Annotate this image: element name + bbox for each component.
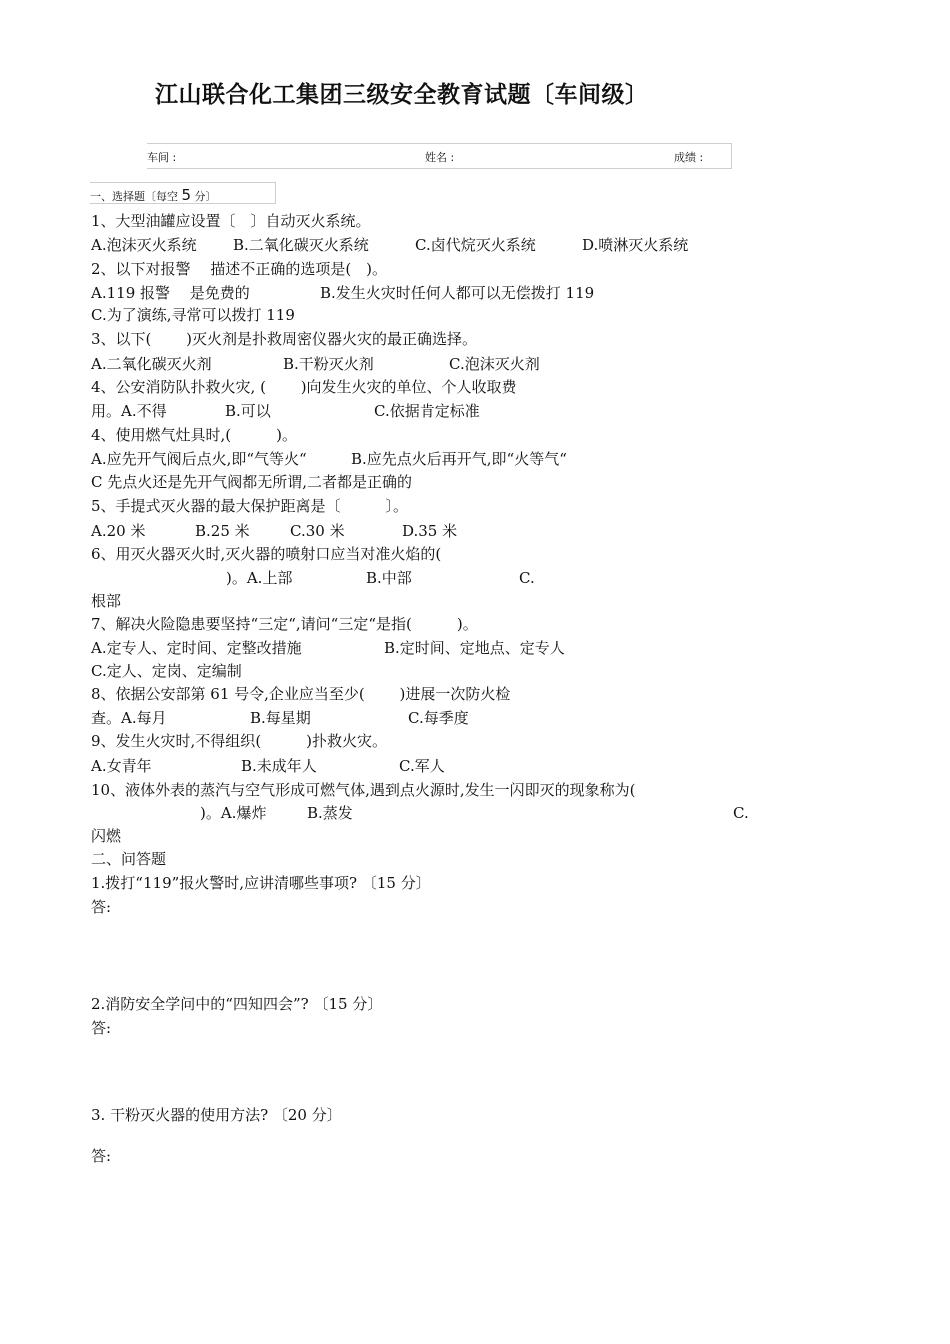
name-label: 姓名 : (425, 151, 455, 164)
q1-option-a: A.泡沫灭火系统 (91, 236, 197, 254)
q1-option-d: D.喷淋灭火系统 (582, 236, 689, 254)
q3-option-b: B.干粉灭火剂 (283, 355, 374, 373)
q10-option-a: )。A.爆炸 (200, 804, 267, 822)
q8-option-b: B.每星期 (250, 709, 311, 727)
q7-text: 7、解决火险隐患要坚持“三定“,请问“三定“是指( )。 (91, 615, 478, 633)
q4b-option-b: B.应先点火后再开气,即“火等气“ (351, 450, 567, 468)
q9-option-b: B.未成年人 (241, 757, 317, 775)
qa1-answer-label: 答: (91, 898, 112, 916)
q10-option-b: B.蒸发 (307, 804, 353, 822)
workshop-label: 车间 : (147, 151, 177, 164)
q9-option-c: C.军人 (399, 757, 445, 775)
q3-option-a: A.二氧化碳灭火剂 (91, 355, 212, 373)
q10-option-c-tail: 闪燃 (91, 827, 122, 845)
q10-option-c: C. (733, 804, 749, 822)
q8-option-c: C.每季度 (408, 709, 469, 727)
q7-option-c: C.定人、定岗、定编制 (91, 662, 242, 680)
section-1-prefix: 一、选择题〔每空 (90, 190, 178, 203)
q4a-option-b: B.可以 (225, 402, 271, 420)
q5-option-a: A.20 米 (91, 522, 146, 540)
q5-option-c: C.30 米 (290, 522, 345, 540)
info-header (147, 143, 732, 169)
q3-text: 3、以下( )灭火剂是扑救周密仪器火灾的最正确选择。 (91, 330, 478, 348)
q6-option-b: B.中部 (366, 569, 412, 587)
page-title: 江山联合化工集团三级安全教育试题〔车间级〕 (155, 82, 649, 108)
q7-option-a: A.定专人、定时间、定整改措施 (91, 639, 302, 657)
q9-text: 9、发生火灾时,不得组织( )扑救火灾。 (91, 732, 388, 750)
qa3-text: 3. 干粉灭火器的使用方法? 〔20 分〕 (91, 1106, 342, 1124)
q2-option-c: C.为了演练,寻常可以拨打 119 (91, 306, 295, 324)
q4a-text: 4、公安消防队扑救火灾, ( )向发生火灾的单位、个人收取费 (91, 378, 517, 396)
section-1-suffix: 分〕 (194, 190, 217, 203)
q4b-text: 4、使用燃气灶具时,( )。 (91, 426, 298, 444)
section-1-points: 5 (181, 186, 192, 204)
q5-option-d: D.35 米 (402, 522, 458, 540)
q4a-option-a: 用。A.不得 (91, 402, 167, 420)
q8-text: 8、依据公安部第 61 号令,企业应当至少( )进展一次防火检 (91, 685, 511, 703)
qa2-text: 2.消防安全学问中的“四知四会”? 〔15 分〕 (91, 995, 383, 1013)
q5-text: 5、手提式灭火器的最大保护距离是〔 〕。 (91, 497, 409, 515)
qa3-answer-label: 答: (91, 1147, 112, 1165)
q1-text: 1、大型油罐应设置〔 〕自动灭火系统。 (91, 212, 371, 230)
qa1-text: 1.拨打“119”报火警时,应讲清哪些事项? 〔15 分〕 (91, 874, 431, 892)
q1-option-c: C.卤代烷灭火系统 (415, 236, 536, 254)
q9-option-a: A.女青年 (91, 757, 152, 775)
q10-text: 10、液体外表的蒸汽与空气形成可燃气体,遇到点火源时,发生一闪即灭的现象称为( (91, 781, 636, 799)
q2-option-a: A.119 报警 是免费的 (91, 284, 250, 302)
q2-text: 2、以下对报警 描述不正确的选项是( )。 (91, 260, 388, 278)
qa2-answer-label: 答: (91, 1019, 112, 1037)
q4a-option-c: C.依据肯定标准 (374, 402, 480, 420)
q5-option-b: B.25 米 (195, 522, 250, 540)
q6-option-c: C. (519, 569, 535, 587)
score-label: 成绩 : (674, 151, 704, 164)
section-2-heading: 二、问答题 (91, 850, 167, 868)
q6-option-a: )。A.上部 (226, 569, 293, 587)
q3-option-c: C.泡沫灭火剂 (449, 355, 540, 373)
section-1-heading (90, 182, 276, 204)
q2-option-b: B.发生火灾时任何人都可以无偿拨打 119 (320, 284, 595, 302)
q4b-option-a: A.应先开气阀后点火,即“气等火“ (91, 450, 307, 468)
q7-option-b: B.定时间、定地点、定专人 (384, 639, 565, 657)
q6-option-c-tail: 根部 (91, 592, 122, 610)
q4b-option-c: C 先点火还是先开气阀都无所谓,二者都是正确的 (91, 473, 413, 491)
q6-text: 6、用灭火器灭火时,灭火器的喷射口应当对准火焰的( (91, 545, 442, 563)
q1-option-b: B.二氧化碳灭火系统 (233, 236, 369, 254)
q8-option-a: 查。A.每月 (91, 709, 167, 727)
